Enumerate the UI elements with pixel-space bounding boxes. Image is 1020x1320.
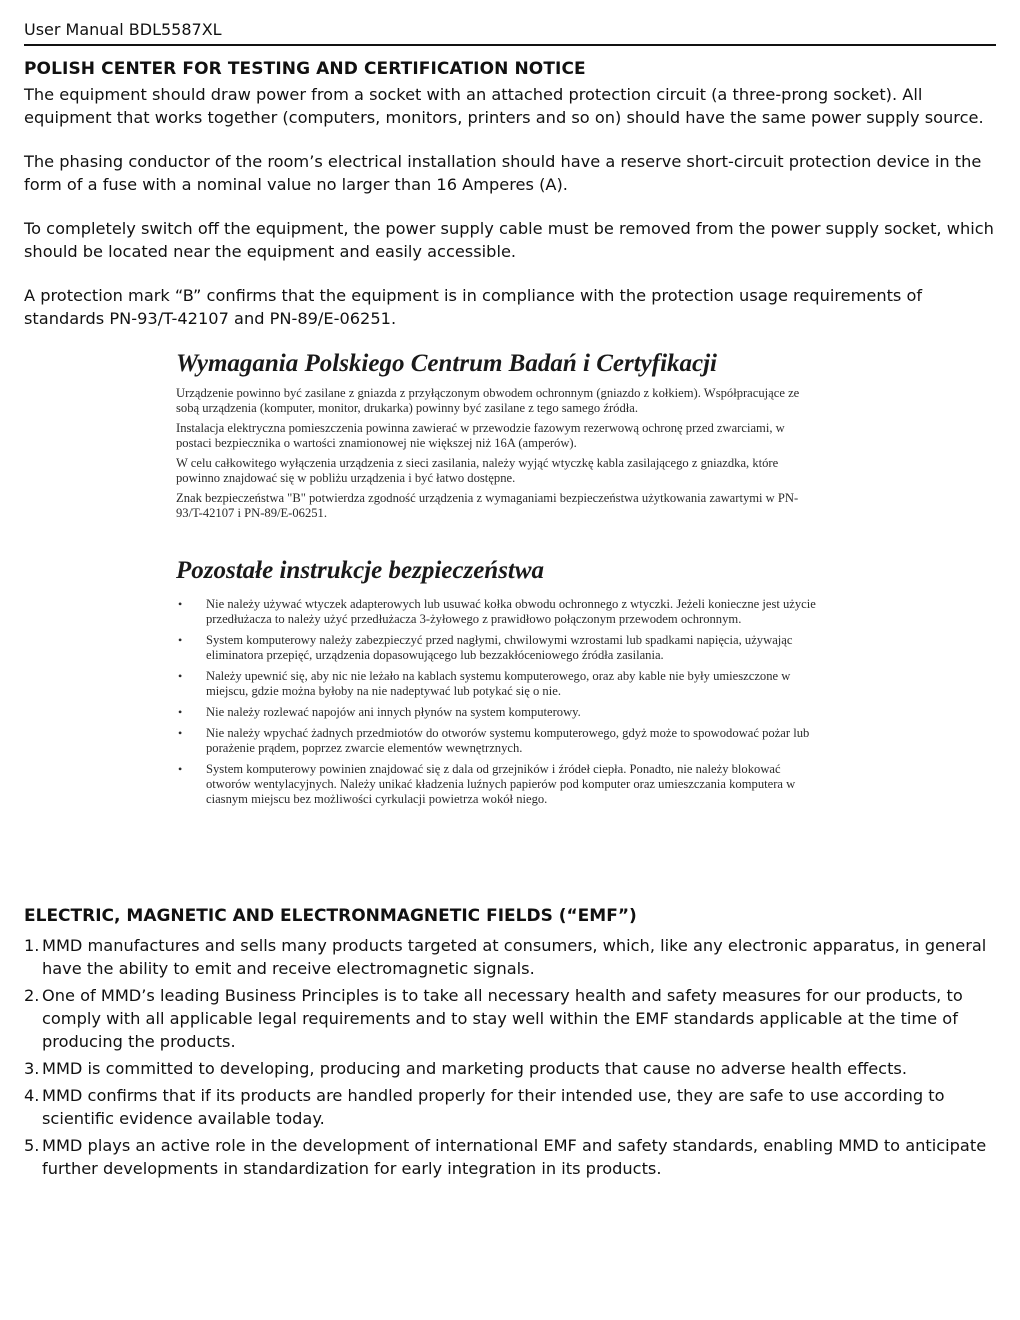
- scan-paragraph: Instalacja elektryczna pomieszczenia powinna zawierać w przewodzie fazowym rezerwową ochronę przed zwarciami, w postaci bezpiecznika o wartości znamionowej nie większej niż 16A (amperów).: [176, 421, 785, 450]
- emf-title: ELECTRIC, MAGNETIC AND ELECTRONMAGNETIC FIELDS (“EMF”): [24, 906, 637, 926]
- scan-paragraph: Znak bezpieczeństwa "B" potwierdza zgodność urządzenia z wymaganiami bezpieczeństwa użytkowania zawartymi w PN-93/T-42107 i PN-89/E-06251.: [176, 491, 799, 520]
- scan-heading-requirements: Wymagania Polskiego Centrum Badań i Certyfikacji: [176, 350, 718, 377]
- item-text: MMD plays an active role in the development of international EMF and safety standards, enabling MMD to anticipate further developments in standardization for early integration in its products.: [42, 1136, 987, 1178]
- item-number: 2.: [24, 986, 40, 1005]
- scan-paragraph: W celu całkowitego wyłączenia urządzenia z sieci zasilania, należy wyjąć wtyczkę kabla zasilającego z gniazdka, które powinno znajdować się w pobliżu urządzenia i być łatwo dostępne.: [176, 456, 779, 485]
- polish-notice-paragraph: The equipment should draw power from a socket with an attached protection circuit (a three-prong socket). All equipment that works together (computers, monitors, printers and so on) should have the same power supply source.: [24, 85, 984, 127]
- item-text: MMD manufactures and sells many products targeted at consumers, which, like any electronic apparatus, in general have the ability to emit and receive electromagnetic signals.: [42, 936, 987, 978]
- scan-heading-other-safety: Pozostałe instrukcje bezpieczeństwa: [176, 557, 545, 584]
- polish-notice-paragraph: To completely switch off the equipment, the power supply cable must be removed from the power supply socket, which should be located near the equipment and easily accessible.: [24, 219, 994, 261]
- bullet-icon: •: [178, 726, 183, 740]
- list-item: [24, 1057, 996, 1080]
- polish-notice-paragraph: The phasing conductor of the room’s electrical installation should have a reserve short-circuit protection device in the form of a fuse with a nominal value no larger than 16 Amperes (A).: [24, 152, 982, 194]
- list-item: • System komputerowy powinien znajdować się z dala od grzejników i źródeł ciepła. Ponadto, nie należy blokować otworów wentylacyjnych. Należy unikać kładzenia luźnych papierów pod komputer oraz umieszczania komputera w ciasnym miejscu bez możliwości cyrkulacji powietrza wokół niego.: [178, 762, 796, 806]
- bullet-icon: •: [178, 669, 183, 683]
- list-item: [24, 1084, 996, 1130]
- item-text: MMD is committed to developing, producing and marketing products that cause no adverse health effects.: [42, 1059, 908, 1078]
- scan-bullet-list: [176, 597, 816, 807]
- polish-notice-paragraph: A protection mark “B” confirms that the equipment is in compliance with the protection usage requirements of standards PN-93/T-42107 and PN-89/E-06251.: [24, 286, 923, 328]
- emf-list: [24, 934, 996, 1184]
- item-number: 1.: [24, 936, 40, 955]
- running-header: User Manual BDL5587XL: [24, 0, 996, 46]
- item-number: 4.: [24, 1086, 40, 1105]
- list-item: • Nie należy używać wtyczek adapterowych lub usuwać kołka obwodu ochronnego z wtyczki. Jeżeli konieczne jest użycie przedłużacza to należy użyć przedłużacza 3-żyłowego z prawidłowo połączonym przewodem ochronnym.: [178, 597, 816, 626]
- list-item: [24, 1134, 996, 1180]
- list-item: [24, 934, 996, 980]
- item-text: MMD confirms that if its products are handled properly for their intended use, they are safe to use according to scientific evidence available today.: [42, 1086, 945, 1128]
- bullet-icon: •: [178, 762, 183, 776]
- item-number: 3.: [24, 1059, 40, 1078]
- item-text: One of MMD’s leading Business Principles is to take all necessary health and safety measures for our products, to comply with all applicable legal requirements and to stay well within the EMF standards applicable at the time of producing the products.: [42, 986, 963, 1051]
- bullet-icon: •: [178, 597, 183, 611]
- list-item: [24, 984, 996, 1053]
- bullet-icon: •: [178, 633, 183, 647]
- polish-notice-title: POLISH CENTER FOR TESTING AND CERTIFICATION NOTICE: [24, 59, 586, 79]
- polish-requirements-scan: [176, 350, 816, 813]
- list-item: • Należy upewnić się, aby nic nie leżało na kablach systemu komputerowego, oraz aby kable nie były umieszczone w miejscu, gdzie można byłoby na nie nadeptywać lub potykać się o nie.: [178, 669, 791, 698]
- list-item: • Nie należy wpychać żadnych przedmiotów do otworów systemu komputerowego, gdyż może to spowodować pożar lub porażenie prądem, poprzez zwarcie elementów wewnętrznych.: [178, 726, 810, 755]
- scan-paragraph: Urządzenie powinno być zasilane z gniazda z przyłączonym obwodem ochronnym (gniazdo z kołkiem). Współpracujące ze sobą urządzenia (komputer, monitor, drukarka) powinny być zasilane z tego samego źródła.: [176, 386, 800, 415]
- bullet-icon: •: [178, 705, 183, 719]
- list-item: • System komputerowy należy zabezpieczyć przed nagłymi, chwilowymi wzrostami lub spadkami napięcia, używając eliminatora przepięć, urządzenia dopasowującego lub bezzakłóceniowego źródła zasilania.: [178, 633, 793, 662]
- document-page: [24, 0, 996, 351]
- list-item: • Nie należy rozlewać napojów ani innych płynów na system komputerowy.: [178, 705, 581, 719]
- item-number: 5.: [24, 1136, 40, 1155]
